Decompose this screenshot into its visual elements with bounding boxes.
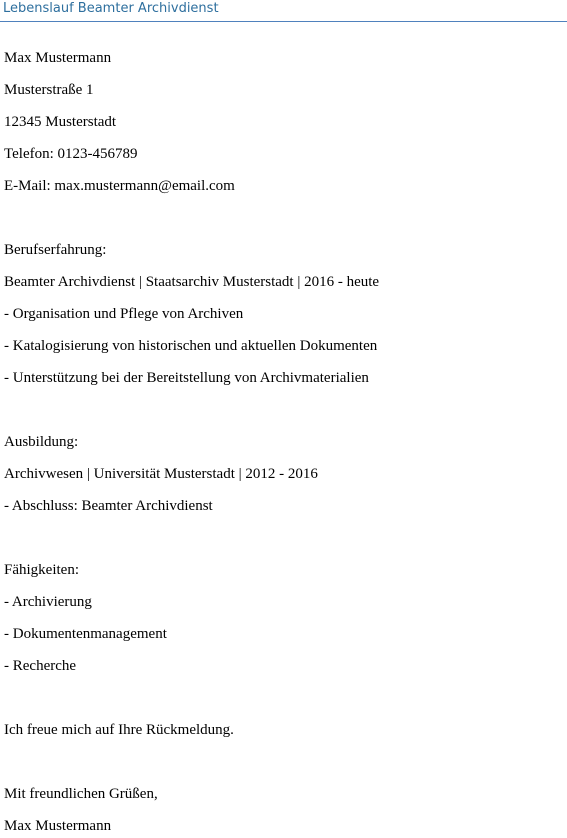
contact-name: Max Mustermann — [4, 50, 112, 66]
spacer — [4, 400, 560, 432]
spacer — [4, 528, 560, 560]
closing-greeting: Mit freundlichen Grüßen, — [4, 786, 158, 802]
closing-text: Ich freue mich auf Ihre Rückmeldung. — [4, 722, 234, 738]
experience-position: Beamter Archivdienst | Staatsarchiv Musterstadt | 2016 - heute — [4, 274, 380, 290]
spacer — [4, 208, 560, 240]
skills-item: - Recherche — [4, 658, 77, 674]
experience-heading: Berufserfahrung: — [4, 242, 107, 258]
page-header — [0, 0, 567, 22]
contact-city: 12345 Musterstadt — [4, 114, 117, 130]
experience-item: - Unterstützung bei der Bereitstellung von Archivmaterialien — [4, 370, 369, 386]
contact-street: Musterstraße 1 — [4, 82, 94, 98]
header-title: Lebenslauf Beamter Archivdienst — [3, 1, 219, 16]
education-heading: Ausbildung: — [4, 434, 79, 450]
experience-item: - Katalogisierung von historischen und aktuellen Dokumenten — [4, 338, 378, 354]
education-program: Archivwesen | Universität Musterstadt | 2012 - 2016 — [4, 466, 318, 482]
skills-heading: Fähigkeiten: — [4, 562, 79, 578]
signature-name: Max Mustermann — [4, 818, 112, 834]
education-item: - Abschluss: Beamter Archivdienst — [4, 498, 213, 514]
spacer — [4, 752, 560, 784]
contact-email: E-Mail: max.mustermann@email.com — [4, 178, 235, 194]
spacer — [4, 688, 560, 720]
skills-item: - Archivierung — [4, 594, 92, 610]
experience-item: - Organisation und Pflege von Archiven — [4, 306, 244, 322]
contact-phone: Telefon: 0123-456789 — [4, 146, 138, 162]
document-body — [4, 48, 560, 838]
skills-item: - Dokumentenmanagement — [4, 626, 167, 642]
